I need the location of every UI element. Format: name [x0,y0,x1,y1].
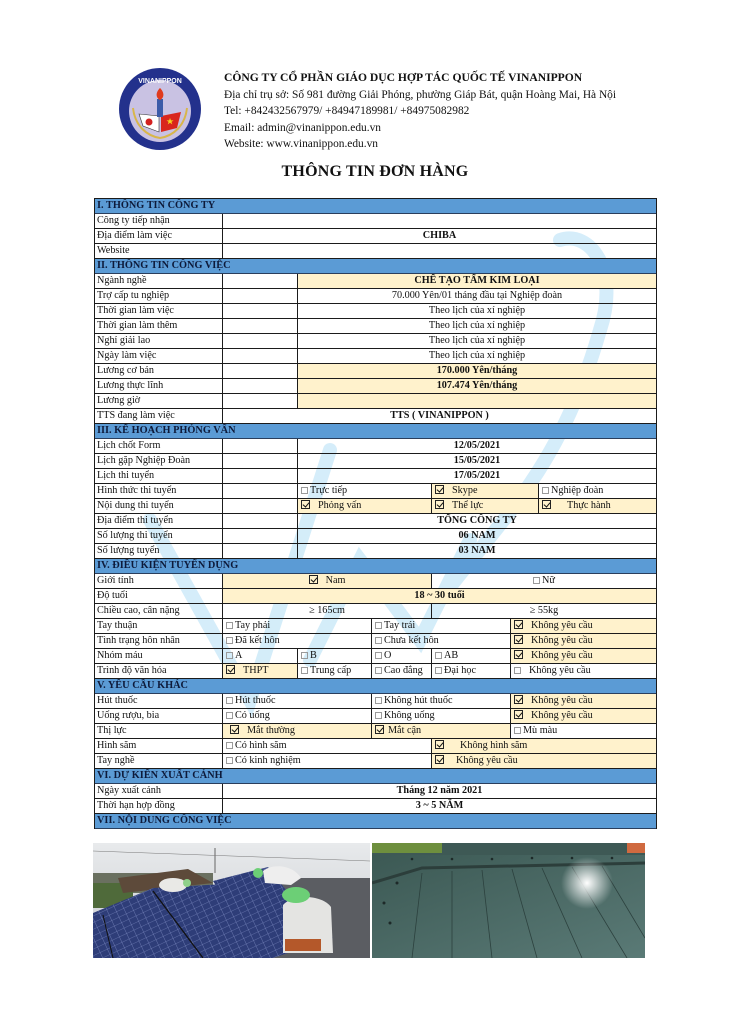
height-value: ≥ 165cm [223,604,432,618]
option-left-hand[interactable] [372,619,511,633]
row-label: Hút thuốc [95,694,223,708]
table-row [95,574,656,589]
option-label: Trung cấp [310,665,352,676]
table-row [95,229,656,244]
row-label: Ngày làm việc [95,349,223,363]
empty-cell [223,544,298,558]
checkbox-unchecked-icon [375,697,382,704]
empty-cell [223,484,298,498]
option-label: A [235,650,243,661]
row-value [223,244,656,258]
row-label: Lịch gặp Nghiệp Đoàn [95,454,223,468]
table-row [95,274,656,289]
row-value: 18 ~ 30 tuổi [223,589,656,603]
option-interview[interactable] [298,499,432,513]
table-row [95,319,656,334]
table-row [95,334,656,349]
option-label: Có kinh nghiệm [235,755,301,766]
option-label: Không yêu cầu [529,665,591,676]
checkbox-unchecked-icon [514,727,521,734]
empty-cell [223,349,298,363]
section-header-company [95,199,656,214]
table-row [95,214,656,229]
option-label: Không yêu cầu [531,620,593,631]
weight-value: ≥ 55kg [529,605,559,616]
checkbox-unchecked-icon [226,757,233,764]
option-no-requirement[interactable] [511,664,656,678]
checkbox-unchecked-icon [226,652,233,659]
option-label: Không yêu cầu [531,650,593,661]
row-value: 17/05/2021 [453,470,501,481]
company-name: CÔNG TY CỔ PHẦN GIÁO DỤC HỢP TÁC QUỐC TẾ VINANIPPON [224,71,583,84]
table-row [95,544,656,559]
checkbox-unchecked-icon [542,487,549,494]
row-value: CHIBA [422,230,457,241]
option-no-requirement[interactable] [511,649,656,663]
option-myopia[interactable] [372,724,511,738]
metal-roof-photo [372,843,645,958]
checkbox-unchecked-icon [226,622,233,629]
checkbox-unchecked-icon [301,487,308,494]
checkbox-unchecked-icon [226,742,233,749]
table-row [95,589,656,604]
checkbox-unchecked-icon [435,667,442,674]
row-label: Địa điểm làm việc [95,229,223,243]
option-fitness[interactable] [432,499,539,513]
row-label: Thời gian làm việc [95,304,223,318]
option-label: Mắt cận [388,725,422,736]
row-label: Website [95,244,223,258]
option-label: Thực hành [567,500,611,511]
option-experienced[interactable] [223,754,432,768]
empty-cell [223,304,298,318]
row-value: 06 NAM [458,530,496,541]
table-row [95,739,656,754]
table-row [95,469,656,484]
checkbox-unchecked-icon [435,652,442,659]
option-skype[interactable] [432,484,539,498]
option-blood-o[interactable] [372,649,432,663]
row-value: TTS ( VINANIPPON ) [390,410,489,421]
empty-cell [223,514,298,528]
row-label: Lịch chốt Form [95,439,223,453]
option-right-hand[interactable] [223,619,372,633]
checkbox-checked-icon [375,725,384,734]
empty-cell [223,529,298,543]
option-label: Tay phải [235,620,271,631]
empty-cell [223,469,298,483]
option-female[interactable] [432,574,656,588]
row-label: Lương giờ [95,394,223,408]
row-label: Hình thức thi tuyển [95,484,223,498]
option-no-drink[interactable] [372,709,511,723]
option-vocational[interactable] [298,664,372,678]
checkbox-unchecked-icon [301,667,308,674]
option-union[interactable] [539,484,656,498]
section-header-departure [95,769,656,784]
table-row [95,694,656,709]
solar-panel-photo [93,843,370,958]
option-direct[interactable] [298,484,432,498]
table-row [95,454,656,469]
section-title: V. YÊU CẦU KHÁC [97,680,188,691]
option-color-blind[interactable] [511,724,656,738]
option-label: Không uống [384,710,435,721]
company-tel: Tel: +842432567979/ +84947189981/ +84975082982 [224,105,470,117]
row-value: 12/05/2021 [453,440,501,451]
option-label: Chưa kết hôn [384,635,439,646]
section-header-job [95,259,656,274]
checkbox-checked-icon [435,485,444,494]
checkbox-checked-icon [514,620,523,629]
row-label: Ngày xuất cảnh [95,784,223,798]
row-label: Trình độ văn hóa [95,664,223,678]
row-value: 03 NAM [458,545,496,556]
option-label: Có hình săm [235,740,287,751]
checkbox-checked-icon [435,755,444,764]
option-married[interactable] [223,634,372,648]
checkbox-checked-icon [309,575,318,584]
row-label: Tay nghề [95,754,223,768]
option-label: Trực tiếp [310,485,348,496]
table-row [95,784,656,799]
checkbox-checked-icon [514,695,523,704]
row-label: Tay thuận [95,619,223,633]
row-value: 70.000 Yên/01 tháng đầu tại Nghiệp đoàn [391,290,563,301]
option-male[interactable] [223,574,432,588]
table-row [95,529,656,544]
document-title: THÔNG TIN ĐƠN HÀNG [281,163,469,180]
option-label: B [310,650,317,661]
section-title: VII. NỘI DUNG CÔNG VIỆC [97,815,232,826]
checkbox-unchecked-icon [375,712,382,719]
checkbox-unchecked-icon [375,637,382,644]
table-row [95,664,656,679]
table-row [95,709,656,724]
row-value: 15/05/2021 [453,455,501,466]
section-header-interview [95,424,656,439]
checkbox-unchecked-icon [301,652,308,659]
option-no-requirement[interactable] [511,619,656,633]
row-label: Chiều cao, cân nặng [95,604,223,618]
row-label: Độ tuổi [95,589,223,603]
section-title: II. THÔNG TIN CÔNG VIỆC [97,260,231,271]
checkbox-unchecked-icon [375,622,382,629]
row-label: Thị lực [95,724,223,738]
section-header-job-content [95,814,656,829]
section-header-requirements [95,559,656,574]
row-value: Tháng 12 năm 2021 [396,785,483,796]
table-row [95,604,656,619]
option-label: Mắt thường [247,725,295,736]
row-label: Số lượng tuyển [95,544,223,558]
option-no-requirement[interactable] [511,709,656,723]
row-label: Địa điểm thi tuyển [95,514,223,528]
row-value: 3 ~ 5 NĂM [415,800,464,811]
table-row [95,379,656,394]
section-title: VI. DỰ KIẾN XUẤT CẢNH [97,770,223,781]
row-label: Lương thực lĩnh [95,379,223,393]
row-value: TỔNG CÔNG TY [437,515,517,526]
empty-cell [223,454,298,468]
row-value: Theo lịch của xí nghiệp [428,335,526,346]
empty-cell [223,394,298,408]
row-label: Hình săm [95,739,223,753]
option-label: THPT [243,665,269,676]
table-row [95,514,656,529]
row-value: Theo lịch của xí nghiệp [428,305,526,316]
company-logo [117,66,203,152]
row-label: Ngành nghề [95,274,223,288]
option-blood-ab[interactable] [432,649,511,663]
checkbox-checked-icon [514,650,523,659]
row-value [298,394,656,408]
empty-cell [223,289,298,303]
row-value: Theo lịch của xí nghiệp [428,350,526,361]
option-label: Không hút thuốc [384,695,453,706]
checkbox-checked-icon [230,725,239,734]
section-title: III. KẾ HOẠCH PHỎNG VẤN [97,425,236,436]
table-row [95,364,656,379]
checkbox-checked-icon [435,740,444,749]
empty-cell [223,499,298,513]
option-smoker[interactable] [223,694,372,708]
row-value: CHẾ TẠO TẤM KIM LOẠI [298,274,656,288]
table-row [95,349,656,364]
option-label: Có uống [235,710,270,721]
checkbox-checked-icon [226,665,235,674]
option-no-requirement[interactable] [432,754,656,768]
option-label: Không hình săm [460,740,528,751]
row-value: Theo lịch của xí nghiệp [428,320,526,331]
row-label: Lương cơ bản [95,364,223,378]
row-label: Thời hạn hợp đồng [95,799,223,813]
row-label: TTS đang làm việc [95,409,223,423]
company-email: Email: admin@vinanippon.edu.vn [224,121,381,134]
company-address: Địa chỉ trụ sở: Số 981 đường Giải Phóng, phường Giáp Bát, quận Hoàng Mai, Hà Nội [224,88,617,101]
checkbox-unchecked-icon [375,652,382,659]
row-label: Công ty tiếp nhận [95,214,223,228]
row-value [223,214,656,228]
option-high-school[interactable] [223,664,298,678]
empty-cell [223,439,298,453]
option-label: Không yêu cầu [531,695,593,706]
checkbox-unchecked-icon [226,637,233,644]
checkbox-checked-icon [301,500,310,509]
table-row [95,484,656,499]
row-value: 170.000 Yên/tháng [298,364,656,378]
option-single[interactable] [372,634,511,648]
table-row [95,499,656,514]
option-no-requirement[interactable] [511,634,656,648]
table-row [95,439,656,454]
row-label: Giới tính [95,574,223,588]
option-blood-a[interactable] [223,649,298,663]
checkbox-checked-icon [542,500,551,509]
section-title: IV. ĐIỀU KIỆN TUYỂN DỤNG [97,560,239,571]
option-label: Không yêu cầu [531,635,593,646]
row-label: Trợ cấp tu nghiệp [95,289,223,303]
logo-text: VINANIPPON [138,78,182,85]
table-row [95,394,656,409]
empty-cell [223,379,298,393]
option-label: O [384,650,392,661]
table-row [95,649,656,664]
empty-cell [223,334,298,348]
option-label: Không yêu cầu [456,755,518,766]
checkbox-checked-icon [514,710,523,719]
option-label: Mù màu [523,725,558,736]
empty-cell [223,319,298,333]
empty-cell [223,364,298,378]
table-row [95,799,656,814]
row-label: Lịch thi tuyển [95,469,223,483]
table-row [95,619,656,634]
row-label: Thời gian làm thêm [95,319,223,333]
checkbox-unchecked-icon [533,577,540,584]
checkbox-unchecked-icon [514,667,521,674]
company-website: Website: www.vinanippon.edu.vn [224,138,378,150]
option-label: Không yêu cầu [531,710,593,721]
section-header-other [95,679,656,694]
checkbox-checked-icon [435,500,444,509]
table-row [95,289,656,304]
table-row [95,724,656,739]
checkbox-checked-icon [514,635,523,644]
option-label: Nghiệp đoàn [551,485,604,496]
table-row [95,244,656,259]
row-label: Nghỉ giải lao [95,334,223,348]
row-label: Nội dung thi tuyển [95,499,223,513]
checkbox-unchecked-icon [226,697,233,704]
option-normal-vision[interactable] [223,724,372,738]
option-no-tattoo[interactable] [432,739,656,753]
table-row [95,304,656,319]
option-label: Đã kết hôn [235,635,280,646]
option-no-requirement[interactable] [511,694,656,708]
option-label: AB [444,650,459,661]
checkbox-unchecked-icon [226,712,233,719]
row-label: Uống rượu, bia [95,709,223,723]
option-label: Hút thuốc [235,695,276,706]
option-label: Skype [452,485,478,496]
checkbox-unchecked-icon [375,667,382,674]
table-row [95,634,656,649]
option-blood-b[interactable] [298,649,372,663]
option-non-smoker[interactable] [372,694,511,708]
option-college[interactable] [372,664,432,678]
table-row [95,754,656,769]
option-label: Thể lực [452,500,484,511]
order-info-table [94,198,657,829]
option-label: Phỏng vấn [318,500,362,511]
option-label: Đại học [444,665,476,676]
row-value: 107.474 Yên/tháng [298,379,656,393]
table-row [95,409,656,424]
row-label: Nhóm máu [95,649,223,663]
row-label: Số lượng thi tuyển [95,529,223,543]
option-drinks[interactable] [223,709,372,723]
option-label: Nữ [542,575,555,586]
option-practice[interactable] [539,499,656,513]
empty-cell [223,274,298,288]
company-info [224,70,616,153]
option-university[interactable] [432,664,511,678]
option-has-tattoo[interactable] [223,739,432,753]
option-label: Nam [325,575,346,586]
option-label: Tay trái [384,620,416,631]
row-label: Tình trạng hôn nhân [95,634,223,648]
section-title: I. THÔNG TIN CÔNG TY [97,200,216,211]
option-label: Cao đẳng [384,665,423,676]
